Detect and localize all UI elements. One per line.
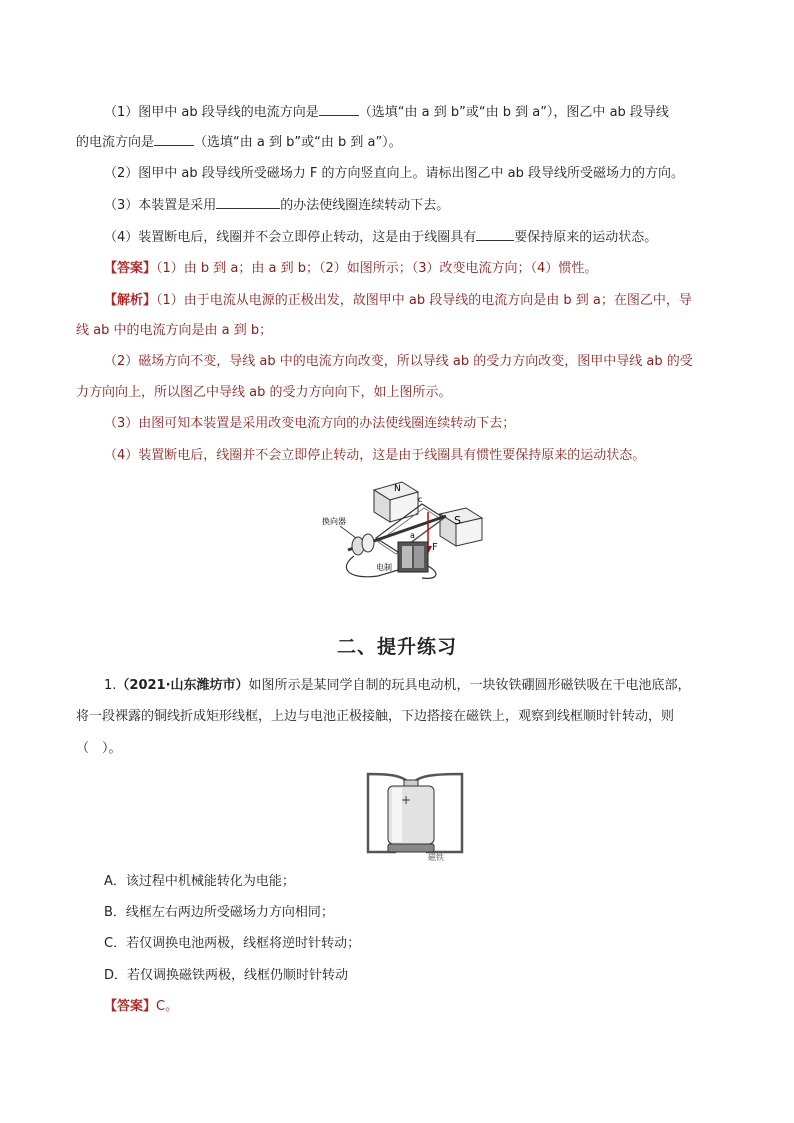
analysis-line-2: 线 ab 中的电流方向是由 a 到 b； <box>76 323 273 338</box>
option-b: B．线框左右两边所受磁场力方向相同； <box>104 905 334 920</box>
question-part-3 <box>104 194 722 217</box>
plus-sign: + <box>400 793 412 807</box>
analysis-line-1 <box>104 290 722 312</box>
label-a: a <box>410 531 415 540</box>
text: 要保持原来的运动状态。 <box>514 230 658 245</box>
text: （1）图甲中 ab 段导线的电流方向是 <box>104 105 319 120</box>
battery <box>376 542 428 572</box>
battery-cell <box>388 780 434 844</box>
label-n: N <box>394 484 401 494</box>
text: （3）本装置是采用 <box>104 198 217 213</box>
homopolar-motor-diagram <box>362 770 472 862</box>
motor-diagram <box>318 478 494 582</box>
answer-2 <box>104 996 722 1018</box>
question-1-line-3: （ ）。 <box>76 741 122 756</box>
answer-blank <box>319 101 359 116</box>
label-c: c <box>418 495 423 504</box>
question-part-2: （2）图甲中 ab 段导线所受磁场力 F 的方向竖直向上。请标出图乙中 ab 段导线所受磁场力的方向。 <box>104 166 684 181</box>
label-commutator: 换向器 <box>322 517 346 526</box>
question-1-line-2: 将一段裸露的铜线折成矩形线框，上边与电池正极接触，下边搭接在磁铁上，观察到线框顺时针转动，则 <box>76 709 675 724</box>
answer-blank <box>476 226 514 241</box>
text: 的电流方向是 <box>76 135 155 150</box>
label-s: S <box>454 514 461 527</box>
option-a: A．该过程中机械能转化为电能； <box>104 874 295 889</box>
question-part-4 <box>104 226 722 249</box>
answer-1 <box>104 258 722 280</box>
analysis-line-5: （3）由图可知本装置是采用改变电流方向的办法使线圈连续转动下去； <box>104 416 516 431</box>
analysis-line-4: 力方向向上，所以图乙中导线 ab 的受力方向向下，如上图所示。 <box>76 385 452 400</box>
text: （选填“由 a 到 b”或“由 b 到 a”），图乙中 ab 段导线 <box>358 105 669 120</box>
question-part-1-line-2 <box>76 131 722 154</box>
label-battery: 电制 <box>376 563 392 572</box>
text: （4）装置断电后，线圈并不会立即停止转动，这是由于线圈具有 <box>104 230 477 245</box>
section-title: 二、提升练习 <box>336 636 457 658</box>
option-d: D．若仅调换磁铁两极，线框仍顺时针转动 <box>104 968 349 983</box>
answer-blank <box>154 131 194 146</box>
question-number: 1. <box>104 678 117 693</box>
question-source: （2021·山东潍坊市） <box>116 678 249 693</box>
answer-blank <box>216 194 280 209</box>
label-f: F <box>432 542 438 553</box>
analysis-label: 【解析】 <box>104 293 157 308</box>
label-magnet: 磁铁 <box>428 853 444 862</box>
analysis-line-3: （2）磁场方向不变，导线 ab 中的电流方向改变，所以导线 ab 的受力方向改变，图甲中导线 ab 的受 <box>104 354 693 369</box>
magnet-disk <box>388 844 434 852</box>
text: 如图所示是某同学自制的玩具电动机，一块钕铁硼圆形磁铁吸在干电池底部， <box>248 678 691 693</box>
text: 的办法使线圈连续转动下去。 <box>280 198 450 213</box>
answer-text: C。 <box>156 999 179 1014</box>
text: （1）由于电流从电源的正极出发，故图甲中 ab 段导线的电流方向是由 b 到 a；在图乙中，导 <box>156 293 692 308</box>
answer-label: 【答案】 <box>104 999 157 1014</box>
answer-text: （1）由 b 到 a；由 a 到 b；（2）如图所示；（3）改变电流方向；（4）惯性。 <box>156 261 598 276</box>
question-part-1-line-1 <box>104 101 722 124</box>
analysis-line-6: （4）装置断电后，线圈并不会立即停止转动，这是由于线圈具有惯性要保持原来的运动状态。 <box>104 448 646 463</box>
text: （选填“由 a 到 b”或“由 b 到 a”）。 <box>194 135 402 150</box>
magnet-s <box>440 508 482 546</box>
answer-label: 【答案】 <box>104 261 157 276</box>
question-1-line-1 <box>104 675 722 697</box>
option-c: C．若仅调换电池两极，线框将逆时针转动； <box>104 936 361 951</box>
magnet-n <box>374 482 418 522</box>
